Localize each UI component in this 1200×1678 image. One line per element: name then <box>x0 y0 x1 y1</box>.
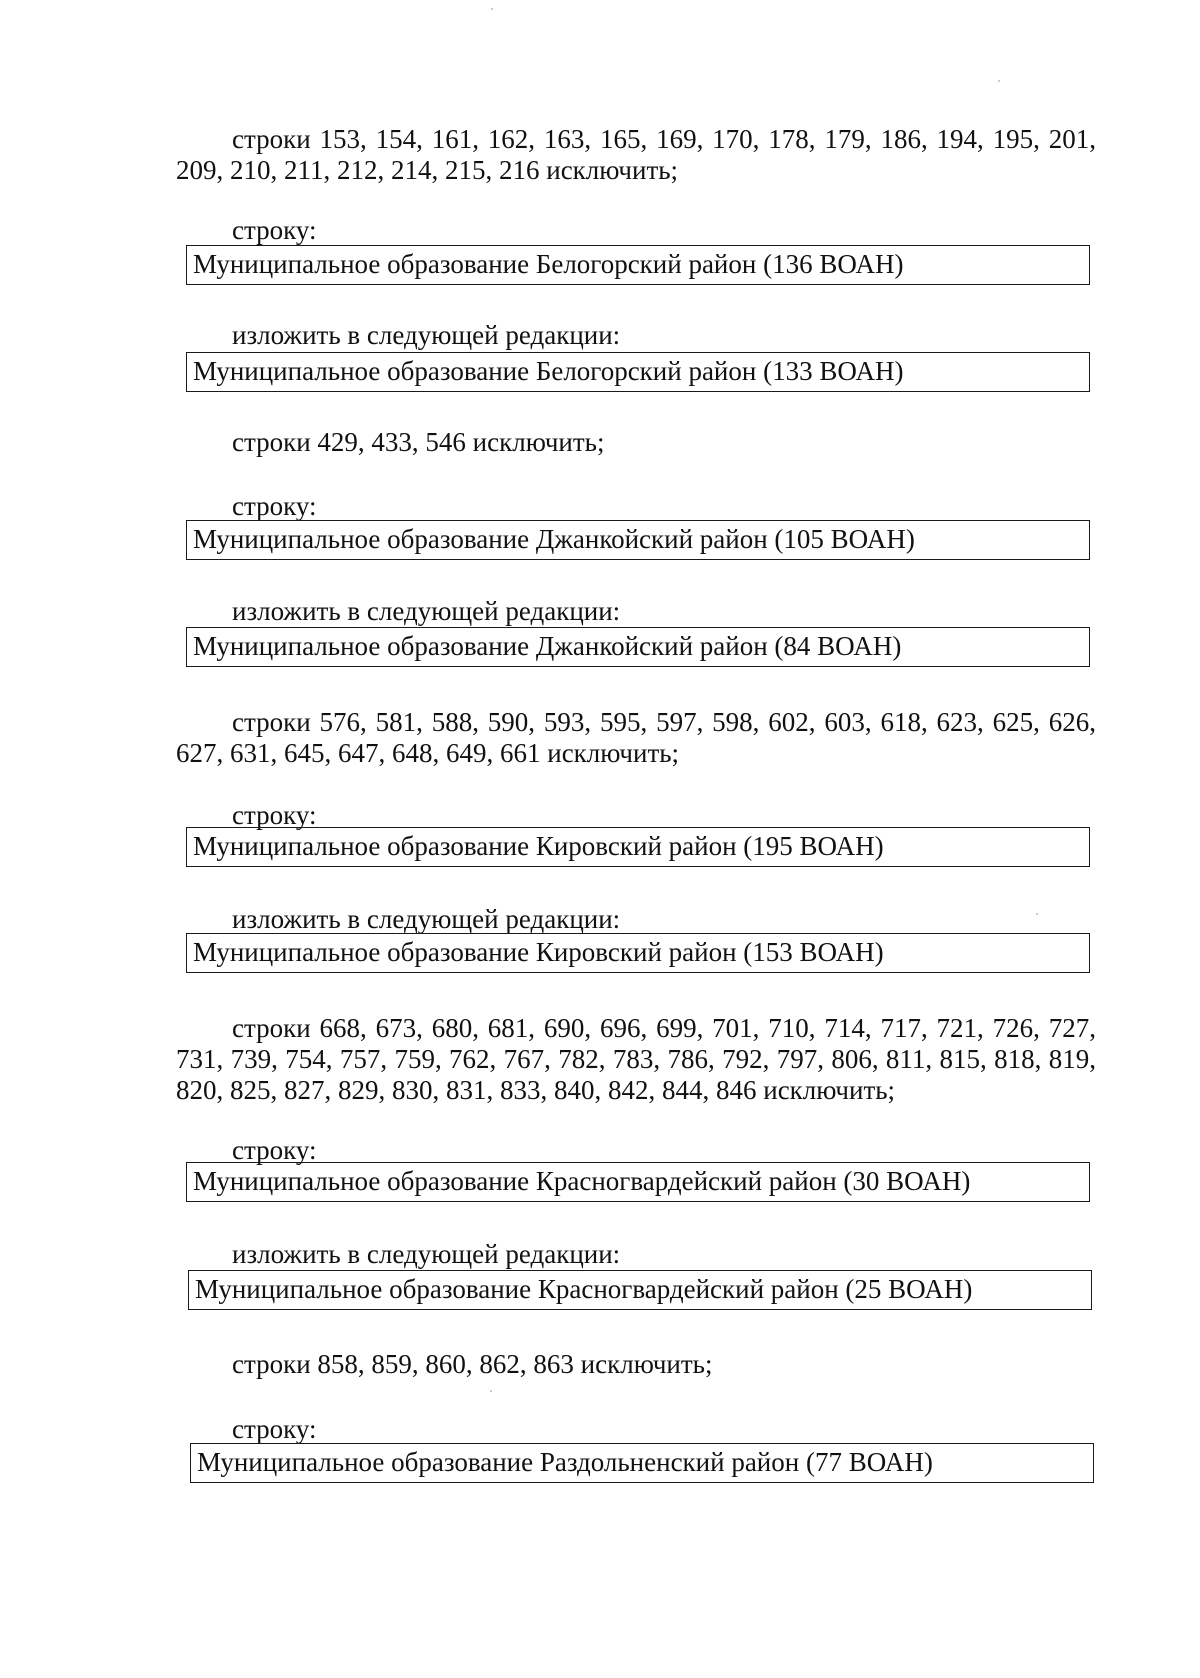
scan-speck <box>1036 913 1038 915</box>
table-row-box: Муниципальное образование Красногвардейский район (25 ВОАН) <box>188 1270 1092 1310</box>
paragraph-exclude-rows-2: строки 429, 433, 546 исключить; <box>232 427 605 457</box>
label-row: строку: <box>232 491 317 521</box>
paragraph-exclude-rows-5: строки 858, 859, 860, 862, 863 исключить; <box>232 1349 713 1379</box>
label-row: строку: <box>232 1414 317 1444</box>
scan-speck <box>491 8 493 10</box>
paragraph-exclude-rows-3: строки 576, 581, 588, 590, 593, 595, 597, 598, 602, 603, 618, 623, 625, 626, 627, 631, 645, 647, 648, 649, 661 исключить; <box>176 707 1096 768</box>
label-new-edition: изложить в следующей редакции: <box>232 904 621 934</box>
scan-speck <box>998 80 1000 82</box>
table-row-box: Муниципальное образование Красногвардейский район (30 ВОАН) <box>186 1162 1090 1202</box>
table-row-box: Муниципальное образование Джанкойский район (84 ВОАН) <box>186 627 1090 667</box>
label-row: строку: <box>232 1135 317 1165</box>
table-row-box: Муниципальное образование Белогорский район (136 ВОАН) <box>186 245 1090 285</box>
table-row-box: Муниципальное образование Белогорский район (133 ВОАН) <box>186 352 1090 392</box>
table-row-box: Муниципальное образование Кировский район (195 ВОАН) <box>186 827 1090 867</box>
table-row-box: Муниципальное образование Кировский район (153 ВОАН) <box>186 933 1090 973</box>
table-row-box: Муниципальное образование Раздольненский район (77 ВОАН) <box>190 1443 1094 1483</box>
label-row: строку: <box>232 215 317 245</box>
scan-speck <box>490 1390 492 1392</box>
label-row: строку: <box>232 800 317 830</box>
table-row-box: Муниципальное образование Джанкойский район (105 ВОАН) <box>186 520 1090 560</box>
label-new-edition: изложить в следующей редакции: <box>232 1239 621 1269</box>
label-new-edition: изложить в следующей редакции: <box>232 596 621 626</box>
paragraph-exclude-rows-1: строки 153, 154, 161, 162, 163, 165, 169, 170, 178, 179, 186, 194, 195, 201, 209, 210, 211, 212, 214, 215, 216 исключить; <box>176 124 1096 185</box>
label-new-edition: изложить в следующей редакции: <box>232 320 621 350</box>
paragraph-exclude-rows-4: строки 668, 673, 680, 681, 690, 696, 699, 701, 710, 714, 717, 721, 726, 727, 731, 739, 754, 757, 759, 762, 767, 782, 783, 786, 792, 797, 806, 811, 815, 818, 819, 820, 825, 827, 829, 830, 831, 833, 840, 842, 844, 846 исключить; <box>176 1013 1096 1105</box>
